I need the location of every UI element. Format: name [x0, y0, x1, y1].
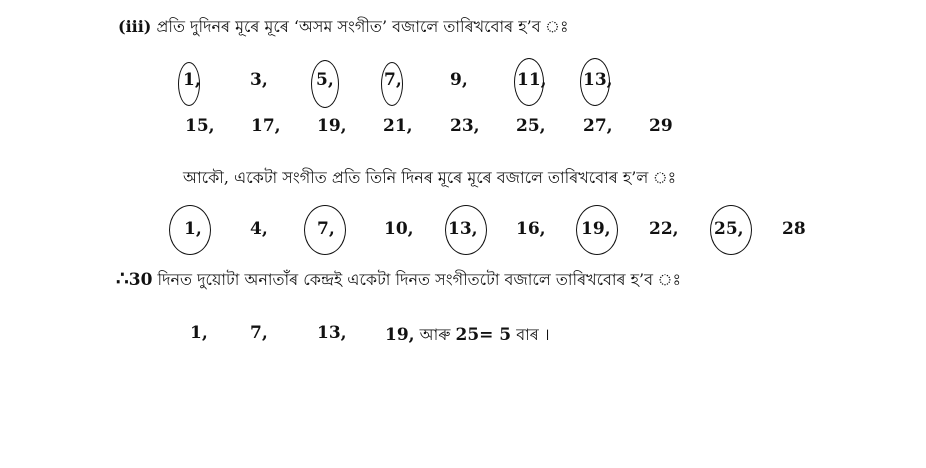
- row1-number: 7,: [384, 70, 402, 90]
- and-word: আৰু: [419, 325, 451, 344]
- heading-text: প্ৰতি দুদিনৰ মূৰে মূৰে ‘অসম সংগীত’ বজালে তাৰিখবোৰ হ’ব ঃ: [156, 17, 569, 36]
- circle-r3-13: [445, 205, 487, 255]
- row2-number: 27,: [583, 116, 613, 136]
- heading-line: [118, 14, 569, 41]
- therefore-symbol: ∴: [116, 266, 129, 290]
- row3-number: 19,: [581, 219, 611, 239]
- row3-number: 10,: [384, 219, 414, 239]
- answer-value: 13,: [317, 323, 347, 343]
- answer-tail: [385, 322, 550, 349]
- row1-number: 3,: [250, 70, 268, 90]
- row2-number: 17,: [251, 116, 281, 136]
- part-label: (iii): [118, 17, 152, 36]
- row2-number: 29: [649, 116, 673, 136]
- answer-last-value: 19,: [385, 325, 415, 345]
- row1-number: 9,: [450, 70, 468, 90]
- answer-unit: বাৰ ।: [516, 325, 550, 344]
- answer-equation: 25= 5: [455, 325, 512, 345]
- row3-number: 7,: [317, 219, 335, 239]
- row1-number: 11,: [517, 70, 547, 90]
- row1-number: 1,: [183, 70, 201, 90]
- row1-number: 13,: [583, 70, 613, 90]
- row2-number: 19,: [317, 116, 347, 136]
- circle-r3-7: [304, 205, 346, 255]
- row3-number: 28: [782, 219, 806, 239]
- circle-r3-19: [576, 205, 618, 255]
- row2-number: 23,: [450, 116, 480, 136]
- circle-5: [311, 60, 339, 108]
- middle-text: আকৌ, একেটা সংগীত প্ৰতি তিনি দিনৰ মূৰে মূৰে বজালে তাৰিখবোৰ হ’ল ঃ: [183, 168, 677, 187]
- row3-number: 4,: [250, 219, 268, 239]
- circle-r3-1: [169, 205, 211, 255]
- row3-number: 1,: [184, 219, 202, 239]
- conclusion-line: [116, 266, 681, 294]
- conclusion-number: 30: [128, 270, 153, 290]
- answer-value: 7,: [250, 323, 268, 343]
- row3-number: 25,: [714, 219, 744, 239]
- row3-number: 22,: [649, 219, 679, 239]
- row3-number: 16,: [516, 219, 546, 239]
- row2-number: 21,: [383, 116, 413, 136]
- circle-11: [514, 58, 544, 106]
- circle-1: [178, 62, 200, 106]
- conclusion-text: দিনত দুয়োটা অনাতাঁৰ কেন্দ্ৰই একেটা দিনত সংগীতটো বজালে তাৰিখবোৰ হ’ব ঃ: [157, 270, 681, 289]
- answer-value: 1,: [190, 323, 208, 343]
- row3-number: 13,: [448, 219, 478, 239]
- circle-7: [381, 62, 403, 106]
- row1-number: 5,: [316, 70, 334, 90]
- circle-r3-25: [710, 205, 752, 255]
- row2-number: 25,: [516, 116, 546, 136]
- circle-13: [580, 58, 610, 106]
- row2-number: 15,: [185, 116, 215, 136]
